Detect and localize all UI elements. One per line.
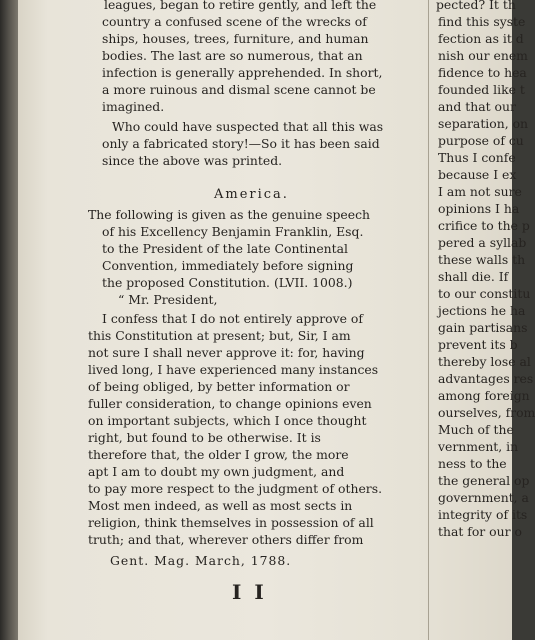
text-line: Who could have suspected that all this was xyxy=(112,119,384,134)
intro-line: to the President of the late Continental xyxy=(102,241,348,256)
text-line: to our constitu xyxy=(438,286,531,301)
text-line: and that our xyxy=(438,99,516,114)
text-line: only a fabricated story!—So it has been said xyxy=(102,136,380,151)
speech-line: this Constitution at present; but, Sir, I am xyxy=(88,328,351,343)
text-line: ness to the xyxy=(438,456,507,471)
speech-line: religion, think themselves in possession of all xyxy=(88,515,374,530)
speech-line: truth; and that, wherever others differ from xyxy=(88,532,364,547)
text-line: these walls th xyxy=(438,252,526,267)
text-line: jections he ha xyxy=(438,303,526,318)
text-line: a more ruinous and dismal scene cannot be xyxy=(102,82,376,97)
text-line: I am not sure xyxy=(438,184,522,199)
text-line: pected? It th xyxy=(436,0,516,12)
speech-line: right, but found to be otherwise. It is xyxy=(88,430,321,445)
text-line: integrity of its xyxy=(438,507,528,522)
text-line: Much of the xyxy=(438,422,514,437)
text-line: fidence to hea xyxy=(438,65,527,80)
column-rule xyxy=(428,0,429,640)
text-line: opinions I ha xyxy=(438,201,520,216)
text-line: imagined. xyxy=(102,99,165,114)
text-line: find this syste xyxy=(438,14,526,29)
text-line: separation, on xyxy=(438,116,529,131)
text-line: shall die. If xyxy=(438,269,509,284)
text-line: bodies. The last are so numerous, that an xyxy=(102,48,363,63)
text-line: since the above was printed. xyxy=(102,153,283,168)
intro-line: the proposed Constitution. (LVII. 1008.) xyxy=(102,275,353,290)
intro-line: of his Excellency Benjamin Franklin, Esq. xyxy=(102,224,364,239)
text-line: ourselves, from xyxy=(438,405,535,420)
text-line: thereby lose al xyxy=(438,354,531,369)
salutation: “ Mr. President, xyxy=(118,292,218,307)
text-line: because I ex xyxy=(438,167,517,182)
speech-line: of being obliged, by better information or xyxy=(88,379,350,394)
text-line: country a confused scene of the wrecks of xyxy=(102,14,367,29)
text-line: fection as it d xyxy=(438,31,524,46)
speech-line: fuller consideration, to change opinions even xyxy=(88,396,372,411)
left-column xyxy=(82,0,422,640)
speech-line: to pay more respect to the judgment of others. xyxy=(88,481,383,496)
text-line: vernment, in xyxy=(438,439,519,454)
text-line: leagues, began to retire gently, and left the xyxy=(104,0,377,12)
right-column xyxy=(436,0,535,640)
text-line: Thus I confe xyxy=(438,150,516,165)
speech-line: I confess that I do not entirely approve of xyxy=(102,311,363,326)
speech-line: therefore that, the older I grow, the more xyxy=(88,447,349,462)
speech-line: Most men indeed, as well as most sects in xyxy=(88,498,353,513)
text-line: infection is generally apprehended. In short, xyxy=(102,65,383,80)
text-line: gain partisans xyxy=(438,320,528,335)
source-attribution: Gent. Mag. March, 1788. xyxy=(110,553,292,568)
page-signature: I I xyxy=(232,580,267,604)
text-line: prevent its b xyxy=(438,337,518,352)
newspaper-page xyxy=(18,0,535,640)
speech-line: on important subjects, which I once thought xyxy=(88,413,367,428)
text-line: that for our o xyxy=(438,524,522,539)
speech-line: lived long, I have experienced many instances xyxy=(88,362,379,377)
text-line: nish our enem xyxy=(438,48,528,63)
text-line: among foreign xyxy=(438,388,530,403)
text-line: the general op xyxy=(438,473,530,488)
text-line: ships, houses, trees, furniture, and human xyxy=(102,31,369,46)
text-line: crifice to the p xyxy=(438,218,530,233)
text-line: founded like t xyxy=(438,82,525,97)
text-line: pered a syllab xyxy=(438,235,527,250)
section-heading: America. xyxy=(214,187,289,202)
text-line: advantages res xyxy=(438,371,534,386)
intro-line: The following is given as the genuine speech xyxy=(88,207,371,222)
speech-line: apt I am to doubt my own judgment, and xyxy=(88,464,345,479)
speech-line: not sure I shall never approve it: for, having xyxy=(88,345,365,360)
intro-line: Convention, immediately before signing xyxy=(102,258,354,273)
text-line: purpose of cu xyxy=(438,133,524,148)
text-line: government, a xyxy=(438,490,529,505)
